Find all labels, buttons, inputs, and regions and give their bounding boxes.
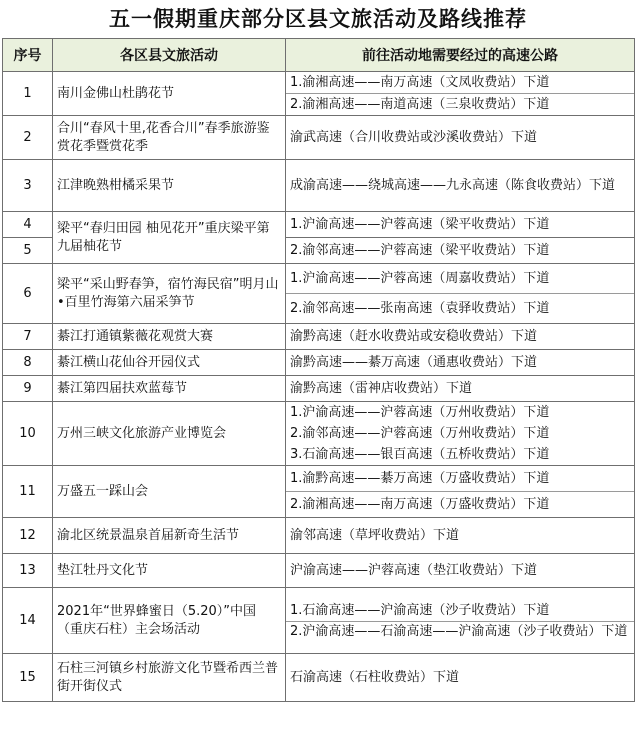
route-line: 1.渝湘高速——南万高速（文凤收费站）下道 — [286, 72, 634, 94]
table-header-row — [3, 39, 635, 72]
route-line: 沪渝高速——沪蓉高速（垫江收费站）下道 — [290, 563, 538, 578]
table-row — [3, 350, 635, 376]
route-line: 3.石渝高速——银百高速（五桥收费站）下道 — [290, 447, 550, 462]
table-row — [3, 264, 635, 324]
route-line: 2.渝邻高速——沪蓉高速（万州收费站）下道 — [290, 426, 550, 441]
row-activity: 梁平“采山野春笋，宿竹海民宿”明月山•百里竹海第六届采笋节 — [53, 264, 286, 324]
row-activity: 綦江横山花仙谷开园仪式 — [53, 350, 286, 376]
table-row — [3, 654, 635, 702]
row-routes — [286, 212, 635, 238]
activity-table — [2, 38, 635, 702]
table-row — [3, 554, 635, 588]
page-title: 五一假期重庆部分区县文旅活动及路线推荐 — [109, 7, 527, 31]
row-activity: 綦江打通镇紫薇花观赏大赛 — [53, 324, 286, 350]
row-num: 13 — [3, 554, 53, 588]
route-line: 石渝高速（石柱收费站）下道 — [290, 670, 460, 685]
row-num: 2 — [3, 116, 53, 160]
route-line: 渝黔高速（赶水收费站或安稳收费站）下道 — [290, 329, 538, 344]
route-line: 2.渝邻高速——张南高速（袁驿收费站）下道 — [290, 301, 550, 316]
row-num: 1 — [3, 72, 53, 116]
table-row — [3, 518, 635, 554]
route-line: 渝黔高速（雷神店收费站）下道 — [290, 381, 473, 396]
header-activity: 各区县文旅活动 — [53, 39, 286, 72]
row-num: 3 — [3, 160, 53, 212]
header-num: 序号 — [3, 39, 53, 72]
row-num: 9 — [3, 376, 53, 402]
row-num: 15 — [3, 654, 53, 702]
route-line: 成渝高速——绕城高速——九永高速（陈食收费站）下道 — [290, 177, 616, 193]
route-line: 2.渝湘高速——南万高速（万盛收费站）下道 — [290, 497, 550, 512]
row-num: 14 — [3, 588, 53, 654]
row-num: 10 — [3, 402, 53, 466]
row-activity: 江津晚熟柑橘采果节 — [53, 160, 286, 212]
row-activity: 合川“春风十里,花香合川”春季旅游鉴赏花季暨赏花季 — [53, 116, 286, 160]
row-num: 11 — [3, 466, 53, 518]
row-activity: 万州三峡文化旅游产业博览会 — [53, 402, 286, 466]
row-routes — [286, 72, 635, 116]
row-routes — [286, 518, 635, 554]
table-row — [3, 376, 635, 402]
route-line: 渝邻高速（草坪收费站）下道 — [290, 528, 460, 543]
route-line: 2.渝邻高速——沪蓉高速（梁平收费站）下道 — [290, 243, 550, 258]
table-row — [3, 72, 635, 116]
row-routes — [286, 116, 635, 160]
route-line: 2.沪渝高速——石渝高速——沪渝高速（沙子收费站）下道 — [290, 623, 628, 639]
route-line: 1.石渝高速——沪渝高速（沙子收费站）下道 — [286, 600, 634, 622]
row-activity: 渝北区统景温泉首届新奇生活节 — [53, 518, 286, 554]
table-row — [3, 116, 635, 160]
row-activity: 石柱三河镇乡村旅游文化节暨希西兰普街开街仪式 — [53, 654, 286, 702]
row-activity: 梁平“春归田园 柚见花开”重庆梁平第九届柚花节 — [53, 212, 286, 264]
row-routes — [286, 588, 635, 654]
row-routes — [286, 402, 635, 466]
row-num: 5 — [3, 238, 53, 264]
row-routes — [286, 324, 635, 350]
table-row — [3, 212, 635, 238]
row-activity: 綦江第四届扶欢蓝莓节 — [53, 376, 286, 402]
route-line: 1.渝黔高速——綦万高速（万盛收费站）下道 — [286, 466, 634, 492]
row-routes — [286, 264, 635, 324]
row-num: 4 — [3, 212, 53, 238]
row-routes — [286, 160, 635, 212]
row-num: 7 — [3, 324, 53, 350]
route-line: 1.沪渝高速——沪蓉高速（万州收费站）下道 — [290, 405, 550, 420]
route-line: 2.渝湘高速——南道高速（三泉收费站）下道 — [290, 97, 550, 112]
row-activity: 2021年“世界蜂蜜日（5.20）”中国（重庆石柱）主会场活动 — [53, 588, 286, 654]
row-num: 6 — [3, 264, 53, 324]
route-line: 1.沪渝高速——沪蓉高速（梁平收费站）下道 — [290, 217, 550, 232]
row-num: 12 — [3, 518, 53, 554]
route-line: 1.沪渝高速——沪蓉高速（周嘉收费站）下道 — [286, 264, 634, 294]
row-routes — [286, 654, 635, 702]
row-routes — [286, 376, 635, 402]
row-routes — [286, 350, 635, 376]
table-row — [3, 466, 635, 518]
row-routes — [286, 466, 635, 518]
table-row — [3, 324, 635, 350]
table-row — [3, 402, 635, 466]
row-num: 8 — [3, 350, 53, 376]
row-activity: 万盛五一踩山会 — [53, 466, 286, 518]
route-line: 渝黔高速——綦万高速（通惠收费站）下道 — [290, 355, 538, 370]
route-line: 渝武高速（合川收费站或沙溪收费站）下道 — [290, 130, 538, 145]
row-routes — [286, 554, 635, 588]
table-row — [3, 160, 635, 212]
row-activity: 垫江牡丹文化节 — [53, 554, 286, 588]
row-activity: 南川金佛山杜鹃花节 — [53, 72, 286, 116]
table-row — [3, 588, 635, 654]
row-routes — [286, 238, 635, 264]
header-route: 前往活动地需要经过的高速公路 — [286, 39, 635, 72]
